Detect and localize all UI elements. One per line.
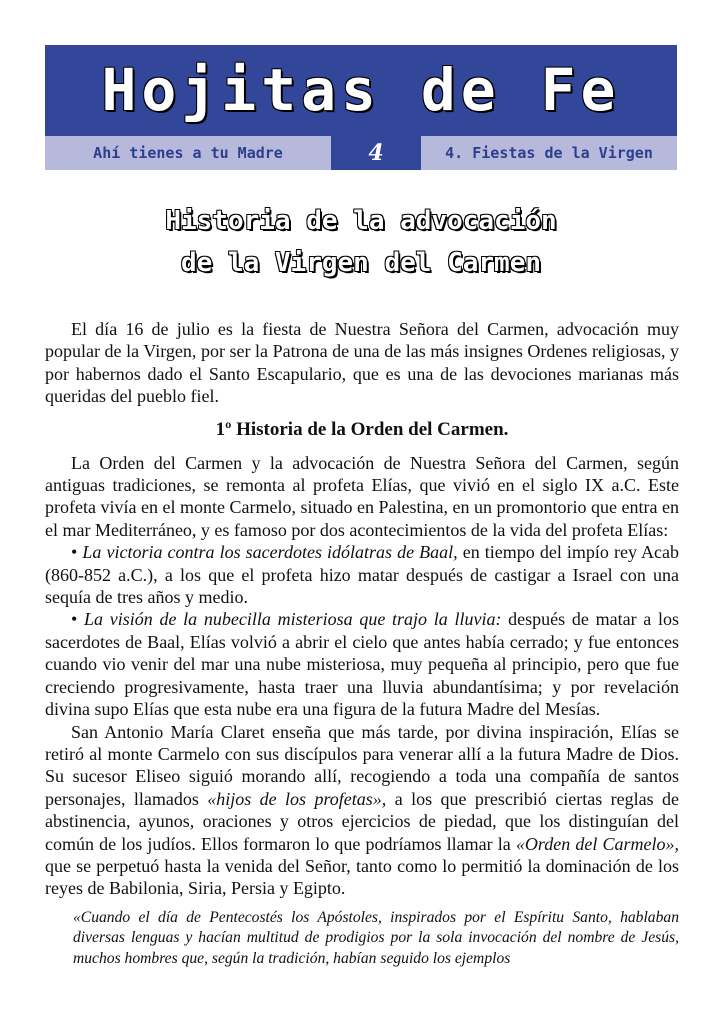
bullet-item-2 bbox=[45, 608, 679, 720]
section-label: 4. Fiestas de la Virgen bbox=[445, 144, 653, 162]
bullet-title: La victoria contra los sacerdotes idólatras de Baal, bbox=[82, 542, 458, 563]
emphasis-text: «Orden del Carmelo», bbox=[515, 833, 679, 854]
paragraph-text: que se perpetuó hasta la venida del Señor, tanto como lo permitió la dominación de los reyes de Babilonia, Siria, Persia y Egipto. bbox=[45, 855, 679, 899]
document-title-line-2: de la Virgen del Carmen bbox=[180, 248, 542, 278]
document-title-line-1: Historia de la advocación bbox=[165, 206, 557, 236]
quote-paragraph: «Cuando el día de Pentecostés los Apóstoles, inspirados por el Espíritu Santo, hablaban diversas lenguas y hacían multitud de prodigios por la sola invocación del nombre de Jesús, muchos hombres que, según la tradición, habían seguido los ejemplos bbox=[73, 908, 679, 967]
section-heading: 1º Historia de la Orden del Carmen. bbox=[215, 418, 509, 440]
paragraph-text: a los que prescribió ciertas reglas de abstinencia, ayunos, oraciones y otros ejercicios de piedad, que los distinguían del común de los judíos. Ellos formaron lo que podríamos llamar la bbox=[45, 788, 679, 854]
issue-number: 4 bbox=[331, 136, 421, 170]
claret-paragraph bbox=[45, 721, 679, 900]
bullet-item-1 bbox=[45, 541, 679, 608]
section1-paragraph: La Orden del Carmen y la advocación de Nuestra Señora del Carmen, según antiguas tradiciones, se remonta al profeta Elías, que vivió en el siglo IX a.C. Este profeta vivía en el monte Carmelo, situado en Palestina, en un promontorio que entra en el mar Mediterráneo, y es famoso por dos acontecimientos de la vida del profeta Elías: bbox=[45, 452, 679, 540]
document-title bbox=[45, 200, 677, 284]
header-subbar bbox=[45, 136, 677, 170]
series-label: Ahí tienes a tu Madre bbox=[93, 144, 283, 162]
paragraph-text: San Antonio María Claret enseña que más tarde, por divina inspiración, Elías se retiró al monte Carmelo con sus discípulos para venerar allí a la futura Madre de Dios. Su sucesor Eliseo siguió morando allí, recogiendo a toda una compañía de santos personajes, llamados bbox=[45, 721, 679, 809]
bullet-title: La visión de la nubecilla misteriosa que trajo la lluvia: bbox=[84, 609, 502, 630]
document-body bbox=[45, 318, 679, 969]
header-banner bbox=[45, 45, 677, 136]
publication-title: Hojitas de Fe bbox=[101, 56, 621, 124]
bullet-marker: • bbox=[71, 609, 78, 630]
bullet-text: en tiempo del impío rey Acab (860-852 a.C.), a los que el profeta hizo matar después de castigar a Israel con una sequía de tres años y medio. bbox=[45, 542, 680, 608]
emphasis-text: «hijos de los profetas», bbox=[207, 788, 387, 809]
bullet-marker: • bbox=[71, 542, 78, 563]
bullet-text: después de matar a los sacerdotes de Baal, Elías volvió a abrir el cielo que antes había cerrado; y fue entonces cuando vio venir del mar una nube misteriosa, muy pequeña al principio, pero que fue creciendo progresivamente, hasta traer una lluvia abundantísima; y por revelación divina supo Elías que esta nube era una figura de la futura Madre del Mesías. bbox=[45, 609, 680, 720]
intro-paragraph: El día 16 de julio es la fiesta de Nuestra Señora del Carmen, advocación muy popular de la Virgen, por ser la Patrona de una de las más insignes Ordenes religiosas, y por habernos dado el Santo Escapulario, que es una de las devociones marianas más queridas del pueblo fiel. bbox=[45, 319, 679, 407]
